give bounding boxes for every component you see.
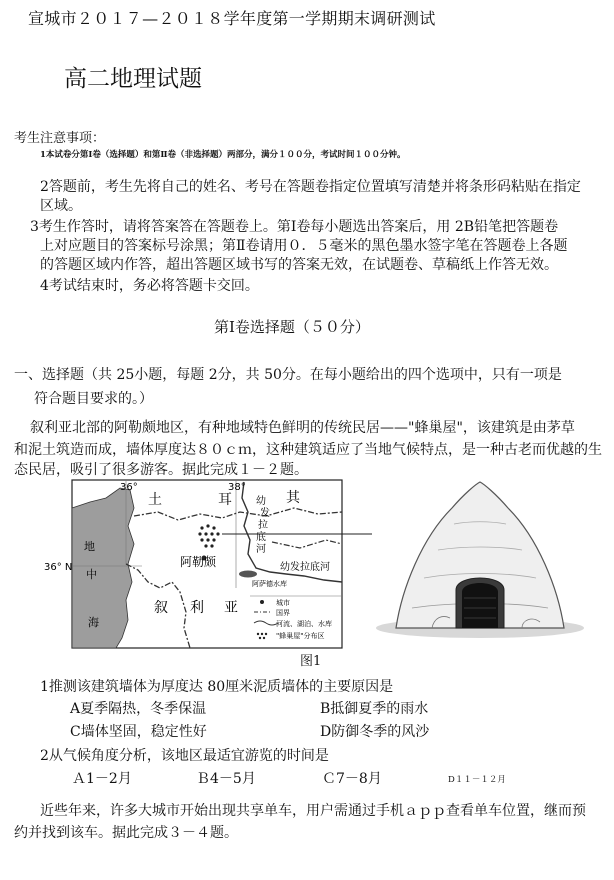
syria-map <box>44 480 372 648</box>
label-38e: 38° <box>228 482 246 493</box>
question-2-stem: 2从气候角度分析，该地区最适宜游览的时间是 <box>40 748 329 764</box>
label-syria-2: 利 <box>190 600 204 616</box>
legend-border: 国界 <box>276 609 290 617</box>
question-1-option-a: A夏季隔热，冬季保温 <box>70 701 207 717</box>
section-title: 第Ⅰ卷选择题（５０分） <box>214 318 370 336</box>
legend-city-symbol <box>260 600 264 604</box>
label-euphrates-v3: 拉 <box>258 520 268 531</box>
figure-caption: 图1 <box>300 654 322 669</box>
question-2-option-d: D１１－１２月 <box>448 775 506 785</box>
question-2-option-b: Ｂ4－5月 <box>196 771 256 787</box>
label-euphrates-h: 幼发拉底河 <box>280 562 330 573</box>
label-sea-1: 地 <box>84 540 95 553</box>
passage-2-line-2: 约并找到该车。据此完成３－４题。 <box>14 825 238 841</box>
question-1-stem: 1推测该建筑墙体为厚度达 80厘米泥质墙体的主要原因是 <box>40 679 394 695</box>
question-1-option-d: D防御冬季的风沙 <box>320 724 430 740</box>
question-1-option-b: B抵御夏季的雨水 <box>320 701 429 717</box>
label-euphrates-v1: 幼 <box>256 496 266 507</box>
exam-header-title: 宣城市２０１７—２０１８学年度第一学期期末调研测试 <box>28 9 436 28</box>
legend-water: 河流、湖泊、水库 <box>276 620 332 628</box>
assad-reservoir <box>239 571 257 578</box>
label-sea-2: 中 <box>86 568 97 581</box>
notice-item-3-line-1: 3考生作答时，请将答案答在答题卷上。第Ⅰ卷每小题选出答案后，用 2B铅笔把答题卷 <box>30 219 559 235</box>
questions-intro-line-2: 符合题目要求的。） <box>34 391 153 407</box>
passage-1-line-1: 叙利亚北部的阿勒颇地区，有种地域特色鲜明的传统民居——"蜂巢屋"，该建筑是由茅草 <box>30 420 575 436</box>
label-turkey-2: 耳 <box>218 492 232 508</box>
question-1-option-c: C墙体坚固，稳定性好 <box>70 724 207 740</box>
label-turkey-1: 土 <box>148 492 162 508</box>
passage-2-line-1: 近些年来，许多大城市开始出现共享单车，用户需通过手机ａｐｐ查看单车位置，继而预 <box>40 803 586 819</box>
subject-title: 高二地理试题 <box>64 66 202 92</box>
notice-item-3-line-3: 的答题区域内作答，超出答题区域书写的答案无效，在试题卷、草稿纸上作答无效。 <box>40 257 558 273</box>
label-sea-3: 海 <box>88 616 99 629</box>
label-turkey-3: 其 <box>286 490 300 506</box>
label-syria-3: 亚 <box>224 600 238 616</box>
label-36e: 36° <box>120 482 138 493</box>
notice-item-3-line-2: 上对应题目的答案标号涂黑；第Ⅱ卷请用０．５毫米的黑色墨水签字笔在答题卷上各题 <box>40 238 568 254</box>
label-syria-1: 叙 <box>154 600 168 616</box>
legend-city: 城市 <box>276 599 290 607</box>
mediterranean-sea-shape <box>72 488 134 648</box>
notice-heading: 考生注意事项： <box>14 131 106 146</box>
door-inner <box>462 583 498 628</box>
label-aleppo: 阿勒颇 <box>180 555 217 569</box>
figure-svg <box>44 478 600 650</box>
passage-1-line-3: 态民居，吸引了很多游客。据此完成１－２题。 <box>14 462 308 478</box>
question-2-option-c: Ｃ7－8月 <box>322 771 382 787</box>
label-euphrates-v5: 河 <box>256 544 266 555</box>
notice-item-2-line-1: 2答题前，考生先将自己的姓名、考号在答题卷指定位置填写清楚并将条形码粘贴在指定 <box>40 179 581 195</box>
passage-1-line-2: 和泥土筑造而成，墙体厚度达８０ｃｍ，这种建筑适应了当地气候特点，是一种古老而优越的生 <box>14 442 602 458</box>
beehive-house-illustration <box>376 482 584 638</box>
label-euphrates-v2: 发 <box>260 508 270 519</box>
label-reservoir: 阿萨德水库 <box>252 580 287 588</box>
notice-item-2-line-2: 区域。 <box>40 198 82 214</box>
questions-intro-line-1: 一、选择题（共 25小题，每题 2分，共 50分。在每小题给出的四个选项中，只有一项是 <box>14 367 562 383</box>
label-36n: 36° N <box>44 562 73 573</box>
question-2-option-a: Ａ1－2月 <box>72 771 132 787</box>
legend-hive: "蜂巢屋"分布区 <box>276 632 325 640</box>
notice-item-4: 4考试结束时，务必将答题卡交回。 <box>40 278 259 294</box>
figure-1 <box>44 478 600 650</box>
notice-item-1: 1本试卷分第Ⅰ卷（选择题）和第Ⅱ卷（非选择题）两部分，满分１００分，考试时间１００分钟。 <box>40 150 406 160</box>
label-euphrates-v4: 底 <box>256 532 266 543</box>
